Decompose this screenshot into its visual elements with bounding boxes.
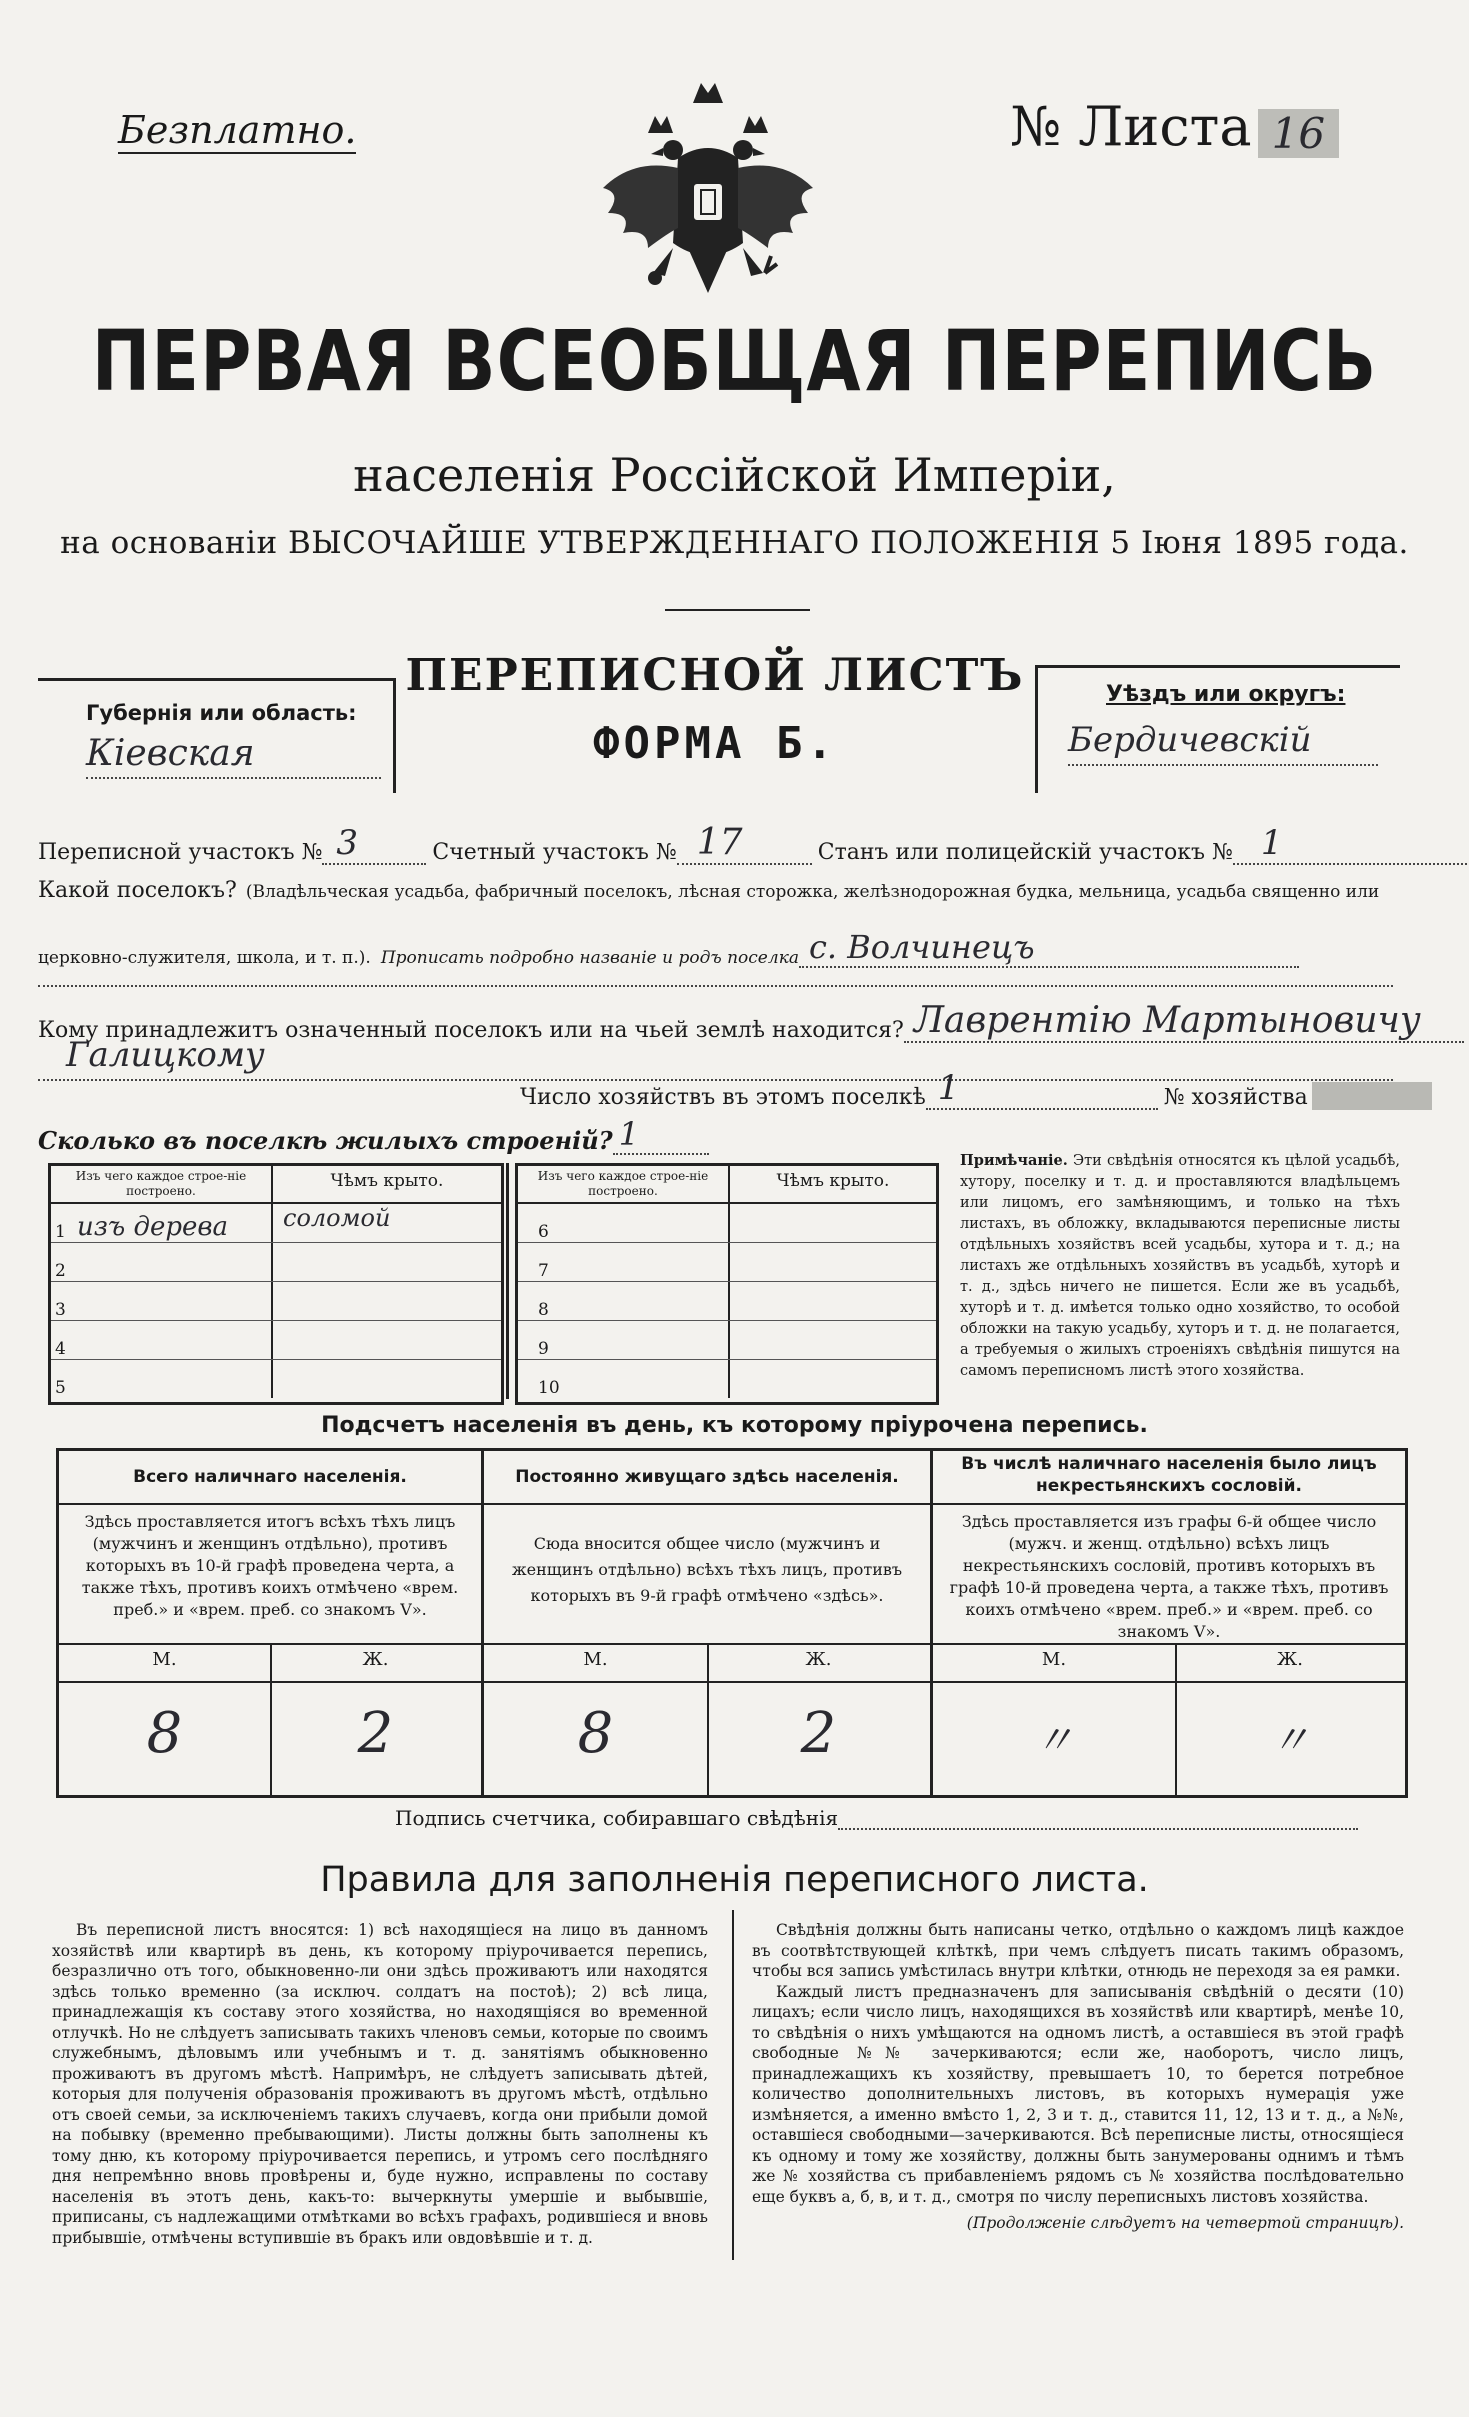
buildings-value: 1: [613, 1115, 709, 1155]
table-divider: [498, 1163, 509, 1399]
count-value: 〃: [1270, 1718, 1310, 1764]
buildings-row: [38, 1115, 709, 1155]
material-header: Изъ чего каждое строе-ніе построено.: [51, 1166, 273, 1202]
row-number: 3: [55, 1300, 66, 1320]
buildings-label: Сколько въ поселкѣ жилыхъ строеній?: [38, 1126, 613, 1155]
zh-label: Ж.: [362, 1649, 389, 1670]
poselok-value: с. Волчинецъ: [799, 928, 1299, 968]
col3-text: Здѣсь проставляется изъ графы 6-й общее число (мужч. и женщ. отдѣльно) всѣхъ лицъ некрестьянскихъ сословій, противъ которыхъ въ графѣ 10-й проведена черта, а также тѣхъ, противъ коихъ отмѣчено «врем. преб.» и «врем. преб. со знакомъ V».: [949, 1512, 1389, 1641]
col2-header: Постоянно живущаго здѣсь населенія.: [515, 1467, 899, 1487]
row-number: 7: [538, 1261, 549, 1281]
table-row: [51, 1321, 501, 1360]
count-value: 2: [800, 1701, 837, 1766]
row-roof: [273, 1321, 501, 1359]
table-row: [518, 1204, 936, 1243]
col3-header: Въ числѣ наличнаго населенія было лицъ некрестьянскихъ сословій.: [961, 1454, 1377, 1496]
table-row: [518, 1243, 936, 1282]
gubernia-box: [38, 678, 396, 793]
roof-header-2: Чѣмъ крыто.: [776, 1171, 890, 1191]
district-row: [38, 822, 1469, 865]
rules-title: Правила для заполненія переписного листа.: [320, 1860, 1149, 1900]
table-row: [51, 1282, 501, 1321]
dotted-line: [38, 985, 1393, 987]
note-text: Эти свѣдѣнія относятся къ цѣлой усадьбѣ, хутору, поселку и т. д. и проставляются владѣльцемъ или лицомъ, его замѣняющимъ, и только на тѣхъ листахъ, въ обложку, вкладываются переписные листы отдѣльныхъ хозяйствъ всей усадьбы, хутора и т. д.; на листахъ же отдѣльныхъ хозяйствъ въ усадьбѣ, хуторѣ и т. д., здѣсь ничего не пишется. Если же въ усадьбѣ, хуторѣ и т. д. имѣется только одно хозяйство, то особой обложки на такую усадьбу, хуторъ и т. д. не полагается, а требуемыя о жилыхъ строеніяхъ свѣдѣнія пишутся на самомъ переписномъ листѣ этого хозяйства.: [960, 1153, 1401, 1379]
households-row: [520, 1068, 1432, 1110]
m-label: М.: [1041, 1649, 1067, 1670]
household-no-redacted: [1312, 1082, 1432, 1110]
row-divider: [59, 1681, 1405, 1683]
row-divider: [59, 1643, 1405, 1645]
page-subtitle: населенія Россійской Имперіи,: [353, 448, 1116, 502]
poselok-hint1: (Владѣльческая усадьба, фабричный поселокъ, лѣсная сторожка, желѣзнодорожная будка, мельница, усадьба священно или: [245, 882, 1380, 902]
row-number: 2: [55, 1261, 66, 1281]
table-row: [518, 1321, 936, 1360]
count-table: [56, 1448, 1408, 1798]
row-roof: [273, 1360, 501, 1398]
sheet-label: № Листа: [1010, 95, 1252, 158]
count-value: 8: [146, 1701, 183, 1766]
stan-label: Станъ или полицейскій участокъ №: [817, 840, 1233, 865]
col1-header: Всего наличнаго населенія.: [133, 1467, 407, 1487]
form-title: ПЕРЕПИСНОЙ ЛИСТЪ: [405, 650, 1025, 701]
schetny-label: Счетный участокъ №: [432, 840, 677, 865]
signature-row: [395, 1806, 1358, 1830]
households-value: 1: [926, 1068, 1158, 1110]
owner-value-2: Галицкому: [38, 1035, 1393, 1081]
uezd-box: [1035, 665, 1400, 793]
count-title: Подсчетъ населенія въ день, къ которому пріурочена перепись.: [321, 1413, 1148, 1438]
form-name: ФОРМА Б.: [593, 718, 837, 769]
zh-label: Ж.: [805, 1649, 832, 1670]
rules-right: [752, 1920, 1404, 2234]
row-number: 6: [538, 1222, 549, 1242]
count-value: 2: [357, 1701, 394, 1766]
signature-line: [838, 1808, 1358, 1830]
divider: [665, 609, 810, 611]
table-row: [51, 1360, 501, 1398]
sheet-number: [1010, 95, 1339, 158]
uezd-label: Уѣздъ или округъ:: [1106, 682, 1346, 707]
count-value: 8: [577, 1701, 614, 1766]
table-row: [518, 1360, 936, 1398]
signature-label: Подпись счетчика, собиравшаго свѣдѣнія: [395, 1806, 839, 1830]
gubernia-value: Кіевская: [86, 733, 381, 779]
rules-divider: [732, 1910, 734, 2260]
note-title: Примѣчаніе.: [960, 1152, 1068, 1169]
row-divider: [59, 1503, 1405, 1505]
row-roof: [273, 1282, 501, 1320]
perepisnoi-value: 3: [322, 823, 426, 865]
roof-header: Чѣмъ крыто.: [330, 1171, 444, 1191]
basis-line: на основаніи ВЫСОЧАЙШЕ УТВЕРЖДЕННАГО ПОЛОЖЕНІЯ 5 Іюня 1895 года.: [60, 525, 1409, 561]
uezd-value: Бердичевскій: [1068, 720, 1378, 766]
col2-text: Сюда вносится общее число (мужчинъ и женщинъ отдѣльно) всѣхъ тѣхъ лицъ, противъ которыхъ въ 9-й графѣ отмѣчено «здѣсь».: [511, 1534, 903, 1605]
col1-text: Здѣсь проставляется итогъ всѣхъ тѣхъ лицъ (мужчинъ и женщинъ отдѣльно), противъ которыхъ въ 10-й графѣ проведена черта, а также тѣхъ, противъ коихъ отмѣчено «врем. преб.» и «врем. преб. со знакомъ V».: [81, 1512, 459, 1619]
table-row: [51, 1243, 501, 1282]
poselok-row: [38, 878, 1398, 903]
poselok-label: Какой поселокъ?: [38, 878, 237, 903]
gubernia-label: Губернія или область:: [86, 701, 357, 725]
stan-value: 1: [1233, 823, 1469, 865]
row-roof: соломой: [283, 1204, 391, 1232]
coat-of-arms-icon: [593, 78, 823, 328]
row-number: 10: [538, 1378, 560, 1398]
poselok-hint3: Прописать подробно названіе и родъ поселка: [380, 948, 799, 968]
household-no-label: № хозяйства: [1163, 1085, 1308, 1110]
rules-right-text-2: Каждый листъ предназначенъ для записыванія свѣдѣній о десяти (10) лицахъ; если число лицъ, находящихся въ хозяйствѣ или квартирѣ, менѣе 10, то свѣдѣнія о нихъ умѣщаются на одномъ листѣ, а оставшіеся въ этой графѣ свободные №№ зачеркиваются; если же, наоборотъ, число лицъ, принадлежащихъ къ хозяйству, превышаетъ 10, то берется потребное количество дополнительныхъ листовъ, въ которыхъ нумерація уже измѣняется, а именно вмѣсто 1, 2, 3 и т. д., ставится 11, 12, 13 и т. д., а №№, оставшіеся свободными—зачеркиваются. Всѣ переписные листы, относящіеся къ одному и тому же хозяйству, должны быть занумерованы однимъ и тѣмъ же № хозяйства съ прибавленіемъ рядомъ съ № хозяйства послѣдовательно еще буквъ а, б, в, и т. д., смотря по числу переписныхъ листовъ хозяйства.: [752, 1982, 1404, 2206]
poselok-row-2: [38, 928, 1299, 968]
households-label: Число хозяйствъ въ этомъ поселкѣ: [520, 1085, 926, 1110]
free-label: Безплатно.: [118, 108, 357, 152]
row-number: 4: [55, 1339, 66, 1359]
zh-label: Ж.: [1277, 1649, 1303, 1670]
rules-left-text: Въ переписной листъ вносятся: 1) всѣ находящіеся на лицо въ данномъ хозяйствѣ или квартирѣ въ день, къ которому пріурочивается перепись, безразлично отъ того, обыкновенно-ли они здѣсь проживаютъ или находятся здѣсь только временно (за исключ. солдатъ на постоѣ); 2) всѣ лица, принадлежащія къ составу этого хозяйства, но находящіяся во временной отлучкѣ. Но не слѣдуетъ записывать такихъ членовъ семьи, которые по своимъ служебнымъ, дѣловымъ или учебнымъ и т. д. занятіямъ обыкновенно проживаютъ въ другомъ мѣстѣ. Напримѣръ, не слѣдуетъ записывать дѣтей, которыя для полученія образованія проживаютъ въ другомъ мѣстѣ, отдѣльно отъ своей семьи, за исключеніемъ такихъ случаевъ, когда они прибыли домой на побывку (временно пребывающими). Листы должны быть заполнены къ тому дню, къ которому пріурочивается перепись, и утромъ сего послѣдняго дня непремѣнно вновь провѣрены и, буде нужно, исправлены по составу населенія въ этотъ день, какъ-то: вычеркнуты умершіе и выбывшіе, приписаны, съ надлежащими отмѣтками во всѣхъ графахъ, родившіеся и вновь прибывшіе, отмѣчены вступившіе въ бракъ или овдовѣвшіе и т. д.: [52, 1921, 708, 2247]
row-number: 5: [55, 1378, 66, 1398]
table-row: [518, 1282, 936, 1321]
poselok-hint2: церковно-служителя, школа, и т. п.).: [38, 948, 371, 968]
buildings-table-left: [48, 1163, 504, 1405]
schetny-value: 17: [677, 822, 812, 865]
note-block: [960, 1150, 1400, 1382]
perepisnoi-label: Переписной участокъ №: [38, 840, 323, 865]
row-material: изъ дерева: [77, 1212, 229, 1242]
row-number: 8: [538, 1300, 549, 1320]
table-row: [51, 1204, 501, 1243]
sheet-value: 16: [1258, 109, 1339, 158]
count-value: 〃: [1034, 1718, 1074, 1764]
material-header-2: Изъ чего каждое строе-ніе построено.: [518, 1166, 730, 1202]
page-title: ПЕРВАЯ ВСЕОБЩАЯ ПЕРЕПИСЬ: [91, 311, 1378, 411]
owner-value-1: Лаврентію Мартыновичу: [904, 1000, 1464, 1043]
row-roof: [273, 1243, 501, 1281]
row-number: 1: [55, 1222, 66, 1242]
row-number: 9: [538, 1339, 549, 1359]
rules-right-text-1: Свѣдѣнія должны быть написаны четко, отдѣльно о каждомъ лицѣ каждое въ соотвѣтствующей клѣткѣ, при чемъ слѣдуетъ писать такимъ образомъ, чтобы вся запись умѣстилась внутри клѣтки, отнюдь не переходя за ея рамки.: [752, 1921, 1404, 1980]
buildings-table-right: [515, 1163, 939, 1405]
owner-label: Кому принадлежитъ означенный поселокъ или на чьей землѣ находится?: [38, 1018, 904, 1043]
m-label: М.: [583, 1649, 608, 1670]
m-label: М.: [152, 1649, 177, 1670]
continue-note: (Продолженіе слѣдуетъ на четвертой страницѣ).: [966, 2214, 1404, 2232]
